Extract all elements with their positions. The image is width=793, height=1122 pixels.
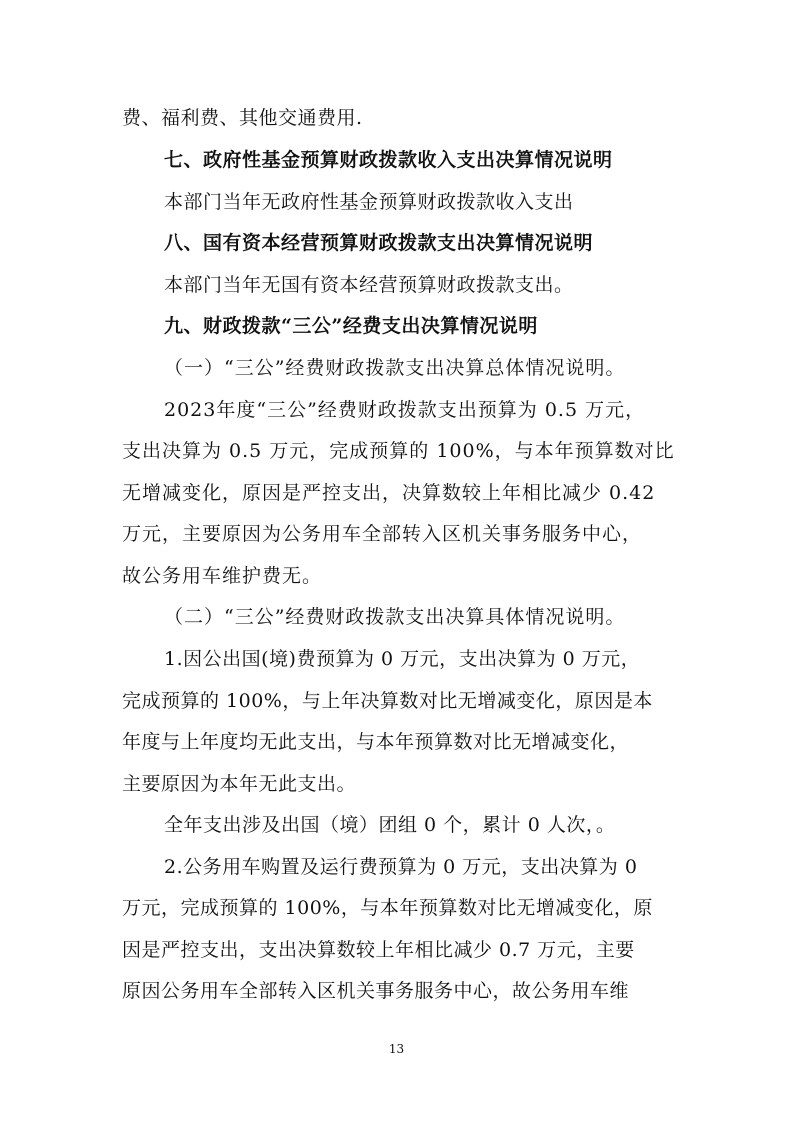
body-text-line: 主要原因为本年无此支出。 [122, 773, 357, 795]
body-text-line: 本部门当年无国有资本经营预算财政拨款支出。 [164, 274, 574, 296]
subsection-heading-1: （一）“三公”经费财政拨款支出决算总体情况说明。 [164, 357, 626, 379]
body-text-line: 全年支出涉及出国（境）团组 0 个，累计 0 人次，。 [164, 814, 616, 836]
body-text-line: 2023年度“三公”经费财政拨款支出预算为 0.5 万元， [164, 399, 646, 421]
body-text-line: 1.因公出国(境)费预算为 0 万元，支出决算为 0 万元， [164, 648, 641, 670]
body-text-line: 故公务用车维护费无。 [122, 565, 323, 587]
body-text-line: 因是严控支出，支出决算数较上年相比减少 0.7 万元，主要 [122, 939, 635, 961]
body-text-line: 原因公务用车全部转入区机关事务服务中心，故公务用车维 [122, 980, 630, 1002]
body-text-line: 万元，完成预算的 100%，与本年预算数对比无增减变化，原 [122, 897, 653, 919]
body-text-line: 支出决算为 0.5 万元，完成预算的 100%，与本年预算数对比 [122, 440, 675, 462]
page-number: 13 [388, 1042, 405, 1056]
subsection-heading-2: （二）“三公”经费财政拨款支出决算具体情况说明。 [164, 606, 626, 628]
body-text-line: 费、福利费、其他交通费用. [122, 107, 363, 129]
body-text-line: 本部门当年无政府性基金预算财政拨款收入支出 [164, 191, 574, 213]
body-text-line: 年度与上年度均无此支出，与本年预算数对比无增减变化， [122, 731, 630, 753]
body-text-line: 完成预算的 100%，与上年决算数对比无增减变化，原因是本 [122, 690, 653, 712]
section-heading-7: 七、政府性基金预算财政拨款收入支出决算情况说明 [164, 149, 613, 171]
body-text-line: 万元，主要原因为公务用车全部转入区机关事务服务中心， [122, 523, 643, 545]
body-text-line: 无增减变化，原因是严控支出，决算数较上年相比减少 0.42 [122, 482, 656, 504]
section-heading-9: 九、财政拨款“三公”经费支出决算情况说明 [164, 315, 538, 337]
section-heading-8: 八、国有资本经营预算财政拨款支出决算情况说明 [164, 232, 594, 254]
body-text-line: 2.公务用车购置及运行费预算为 0 万元，支出决算为 0 [164, 856, 638, 878]
